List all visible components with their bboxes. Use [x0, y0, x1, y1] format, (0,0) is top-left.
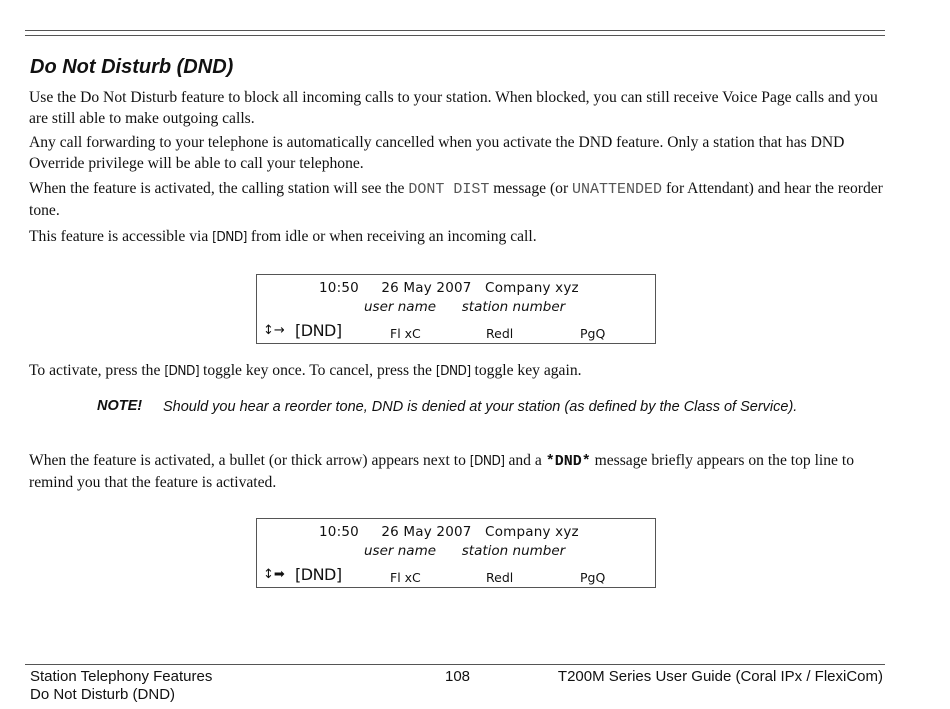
dnd-key-label: [DND]	[212, 229, 247, 245]
text-span: This feature is accessible via	[29, 228, 213, 245]
redial-softkey[interactable]: Redl	[486, 326, 514, 341]
text-span: toggle key once. To cancel, press the	[199, 362, 436, 379]
code-dnd-message: *DND*	[545, 453, 591, 470]
text-span: message (or	[489, 180, 573, 197]
page-queue-softkey[interactable]: PgQ	[580, 570, 606, 585]
text-span: from idle or when receiving an incoming call.	[246, 228, 537, 245]
display-top-line: 10:50 26 May 2007 Company xyz	[319, 524, 579, 540]
forward-softkey[interactable]: Fl xC	[390, 570, 421, 585]
phone-display-idle	[256, 274, 656, 344]
paragraph-intro: Use the Do Not Disturb feature to block all incoming calls to your station. When blocked, you can still receive Voice Page calls and you are still able to make outgoing calls.	[29, 89, 878, 127]
text-span: When the feature is activated, the calling station will see the	[29, 180, 409, 197]
forward-softkey[interactable]: Fl xC	[390, 326, 421, 341]
footer-section: Station Telephony Features	[30, 668, 213, 685]
redial-softkey[interactable]: Redl	[486, 570, 514, 585]
dnd-softkey[interactable]: [DND]	[295, 565, 342, 584]
display-user-line: user name station number	[364, 543, 566, 559]
footer-rule	[25, 664, 885, 665]
text-span: message briefly appears on the top line to remind you that the feature is activated.	[29, 452, 855, 491]
text-span: When the feature is activated, a bullet (or thick arrow) appears next to	[29, 452, 470, 469]
phone-display-active	[256, 518, 656, 588]
paragraph-calling-station	[29, 178, 889, 221]
display-user-line: user name station number	[364, 299, 566, 315]
footer-guide-title: T200M Series User Guide (Coral IPx / FlexiCom)	[557, 668, 883, 685]
code-unattended: UNATTENDED	[572, 181, 663, 198]
text-span: for Attendant) and hear the reorder tone.	[29, 180, 883, 219]
paragraph-indicator	[29, 450, 889, 493]
paragraph-access	[29, 226, 889, 248]
header-rule-bottom	[25, 35, 885, 36]
page-title: Do Not Disturb (DND)	[30, 56, 234, 78]
display-top-line: 10:50 26 May 2007 Company xyz	[319, 280, 579, 296]
code-dont-dist: DONT DIST	[408, 181, 490, 198]
text-span: To activate, press the	[29, 362, 165, 379]
text-span: toggle key again.	[470, 362, 582, 379]
page-queue-softkey[interactable]: PgQ	[580, 326, 606, 341]
paragraph-activate	[29, 360, 889, 382]
dnd-key-label: [DND]	[469, 453, 505, 469]
footer-topic: Do Not Disturb (DND)	[30, 686, 176, 703]
note-text: Should you hear a reorder tone, DND is denied at your station (as defined by the Class of Service).	[163, 399, 798, 415]
header-rule-top	[25, 30, 885, 31]
scroll-arrow-icon: ↕→	[263, 323, 285, 338]
dnd-key-label: [DND]	[164, 363, 200, 379]
paragraph-forwarding: Any call forwarding to your telephone is automatically cancelled when you activate the DND feature. Only a station that has DND Override privilege will be able to call your telephone.	[29, 134, 845, 172]
thick-arrow-icon: ↕➡	[263, 567, 285, 582]
dnd-key-label: [DND]	[435, 363, 471, 379]
note-label: NOTE!	[97, 398, 143, 414]
text-span: and a	[504, 452, 546, 469]
dnd-softkey[interactable]: [DND]	[295, 321, 342, 340]
page-number: 108	[445, 668, 471, 685]
